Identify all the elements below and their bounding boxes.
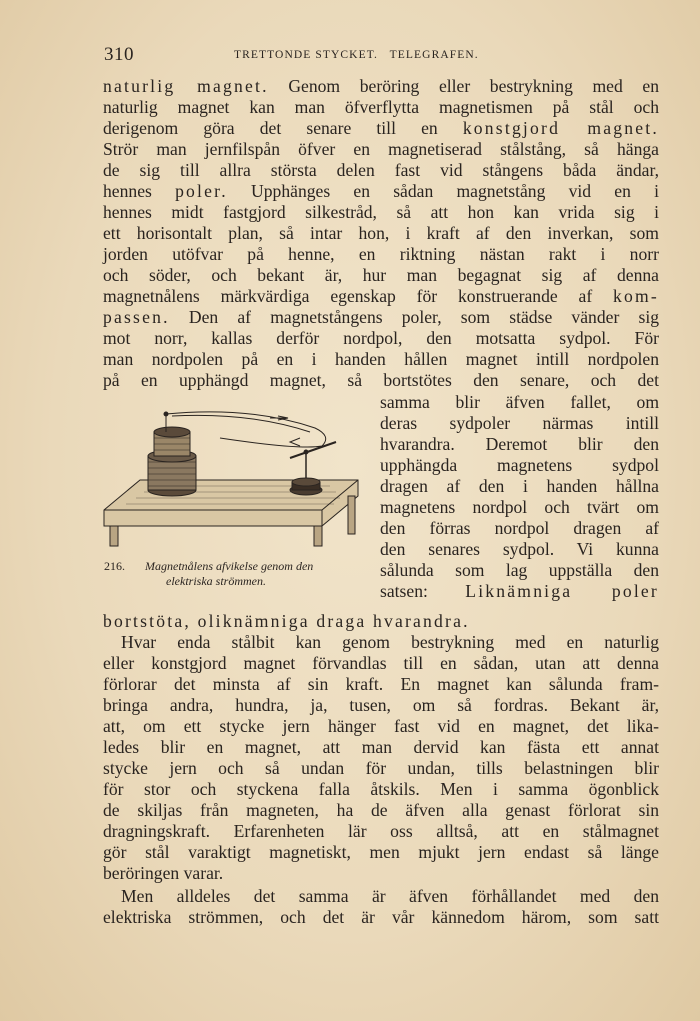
text-line: samma blir äfven fallet, om [380, 392, 659, 412]
text-line: att, om ett stycke jern hänger fast vid en magnet, det lika- [103, 716, 659, 736]
text-line: hennes midt fastgjord silkestråd, så att hon kan vrida sig i [103, 202, 659, 222]
text-line: ledes blir en magnet, att man dervid kan fästa ett annat [103, 737, 659, 757]
text-line: magnetnålens märkvärdiga egenskap för konstruerande af kom- [103, 286, 659, 306]
figure-caption: Magnetnålens afvikelse genom den [145, 559, 314, 573]
text-line: hennes poler. Upphänges en sådan magnetstång vid en i [103, 181, 659, 201]
text-line: bringa andra, hundra, ja, tusen, om så fordras. Bekant är, [103, 695, 659, 715]
text-line: ett horisontalt plan, så intar hon, i kraft af den inverkan, som [103, 223, 659, 243]
text-line: sålunda som lag uppställa den [380, 560, 659, 580]
text-line: den senares sydpol. Vi kunna [380, 539, 659, 559]
page-number: 310 [104, 44, 134, 65]
text-line: beröringen varar. [103, 863, 224, 883]
text-line: passen. Den af magnetstångens poler, som städse vänder sig [103, 307, 659, 327]
text-line: dragningskraft. Erfarenheten lär oss alltså, att en stålmagnet [103, 821, 659, 841]
text-line: de skiljas från magneten, ha de äfven alla genast förlorat sin [103, 800, 659, 820]
text-line: naturlig magnet kan man öfverflytta magnetismen på stål och [103, 97, 659, 117]
text-line: Men alldeles det samma är äfven förhållandet med den [121, 886, 659, 906]
text-line: bortstöta, oliknämniga draga hvarandra. [103, 611, 470, 631]
text-line: jorden utöfvar på henne, en riktning nästan rakt i norr [103, 244, 659, 264]
text-line: den förras nordpol dragen af [380, 518, 659, 538]
running-head: TRETTONDE STYCKET. TELEGRAFEN. [234, 49, 479, 61]
text-line: hvarandra. Deremot blir den [380, 434, 659, 454]
text-line: magnetens nordpol och tvärt om [380, 497, 659, 517]
text-line: på en upphängd magnet, så bortstötes den senare, och det [103, 370, 659, 390]
text-line: de sig till allra största delen fast vid stångens båda ändar, [103, 160, 659, 180]
text-line: mot norr, kallas derför nordpol, den motsatta sydpol. För [103, 328, 659, 348]
figure-caption-continued: elektriska strömmen. [166, 574, 266, 588]
text-line: Hvar enda stålbit kan genom bestrykning med en naturlig [121, 632, 659, 652]
text-line: Strör man jernfilspån öfver en magnetiserad stålstång, så hänga [103, 139, 659, 159]
text-line: förlorar det minsta af sin kraft. En magnet kan sålunda fram- [103, 674, 659, 694]
text-line: deras sydpoler närmas intill [380, 413, 659, 433]
text-line: elektriska strömmen, och det är vår kännedom härom, som satt [103, 907, 659, 927]
text-line: och söder, och bekant är, hur man begagnat sig af denna [103, 265, 659, 285]
text-line: derigenom göra det senare till en konstgjord magnet. [103, 118, 659, 138]
text-line: upphängda magnetens sydpol [380, 455, 659, 475]
text-line: man nordpolen på en i handen hållen magnet intill nordpolen [103, 349, 659, 369]
text-line: dragen af den i handen hållna [380, 476, 659, 496]
page-header [104, 44, 660, 66]
text-line: för stor och styckena falla åtskils. Men i samma ögonblick [103, 779, 659, 799]
text-line: satsen: Liknämniga poler [380, 581, 659, 601]
text-line: stycke jern och så undan för undan, tills belastningen blir [103, 758, 659, 778]
magnet-apparatus-illustration [100, 398, 364, 550]
text-line: eller konstgjord magnet förvandlas till en sådan, utan att denna [103, 653, 659, 673]
figure-number: 216. [104, 559, 125, 573]
text-line: gör stål varaktigt magnetiskt, men mjukt jern endast så länge [103, 842, 659, 862]
text-line: naturlig magnet. Genom beröring eller bestrykning med en [103, 76, 659, 96]
